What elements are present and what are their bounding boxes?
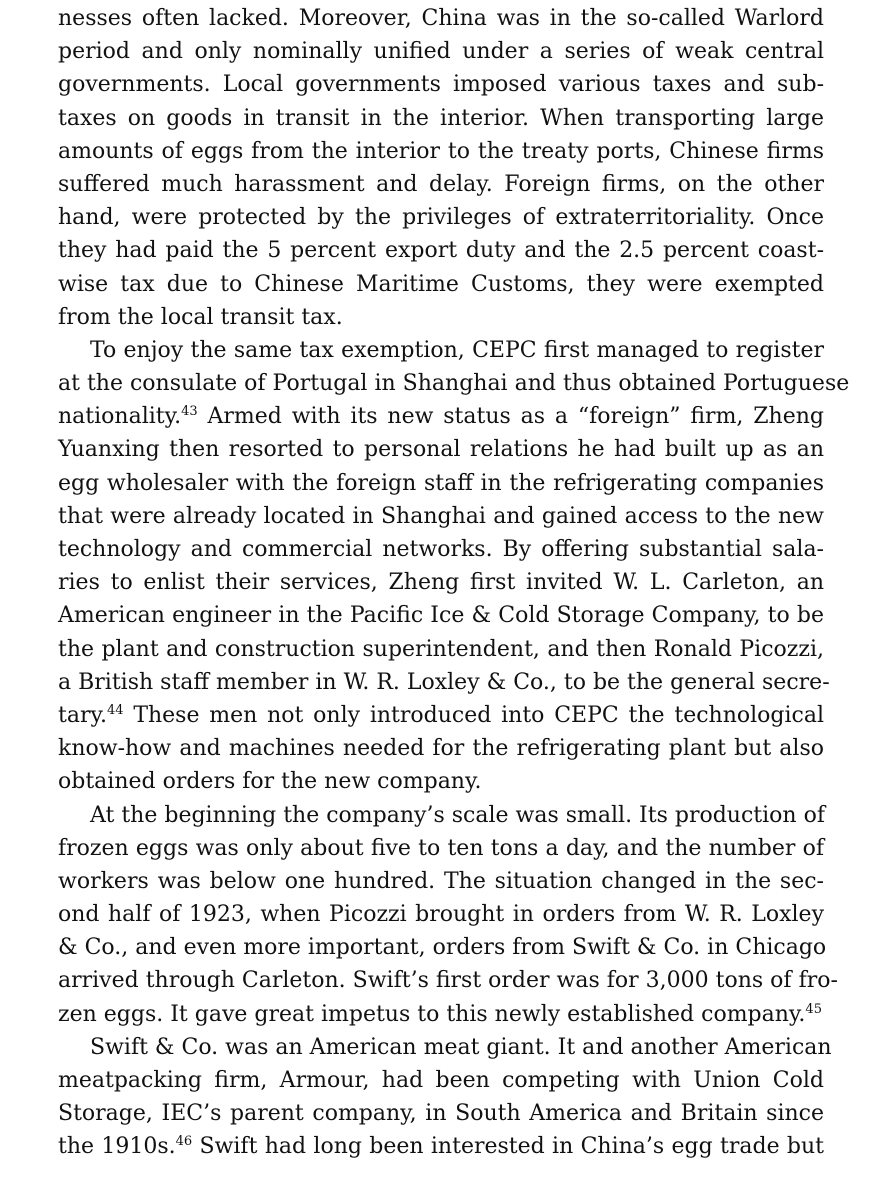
text-line [58,1130,824,1163]
text-line: a British staff member in W. R. Loxley & Co., to be the general secre- [58,669,830,695]
footnote-ref-46[interactable]: 46 [175,1134,193,1150]
text-line: period and only nominally unified under a series of weak central [58,39,824,65]
text-line: Swift & Co. was an American meat giant. It and another American [90,1034,832,1060]
line-text: the 1910s. [58,1134,176,1160]
text-line: Yuanxing then resorted to personal relations he had built up as an [58,437,824,463]
text-line: nesses often lacked. Moreover, China was in the so-called Warlord [58,6,824,31]
text-line: from the local transit tax. [58,304,343,330]
text-line: they had paid the 5 percent export duty and the 2.5 percent coast- [58,238,824,264]
text-line: & Co., and even more important, orders from Swift & Co. in Chicago [58,935,827,961]
text-line: the plant and construction superintendent, and then Ronald Picozzi, [58,636,824,662]
text-line: obtained orders for the new company. [58,769,482,795]
text-line: amounts of eggs from the interior to the treaty ports, Chinese firms [58,138,824,164]
line-text: Swift had long been interested in China’s egg trade but [192,1134,824,1160]
line-text: zen eggs. It gave great impetus to this newly established company. [58,1001,806,1027]
footnote-ref-44[interactable]: 44 [106,702,124,718]
text-line: American engineer in the Pacific Ice & Cold Storage Company, to be [58,603,824,629]
text-line: To enjoy the same tax exemption, CEPC first managed to register [90,337,824,363]
text-line: egg wholesaler with the foreign staff in the refrigerating companies [58,470,824,496]
text-line: workers was below one hundred. The situation changed in the sec- [58,868,824,894]
paragraph-3 [58,799,838,1031]
text-line: meatpacking firm, Armour, had been competing with Union Cold [58,1068,824,1093]
line-text: tary. [58,702,107,728]
text-line: frozen eggs was only about five to ten tons a day, and the number of [58,835,824,861]
line-text: nationality. [58,404,182,430]
footnote-ref-43[interactable]: 43 [181,404,198,420]
text-line: wise tax due to Chinese Maritime Customs, they were exempted [58,271,824,297]
text-line: ries to enlist their services, Zheng first invited W. L. Carleton, an [58,570,824,596]
text-line: At the beginning the company’s scale was small. Its production of [90,802,825,828]
line-text: Armed with its new status as a “foreign” firm, Zheng [197,404,824,430]
text-line: Storage, IEC’s parent company, in South America and Britain since [58,1101,824,1127]
text-line: governments. Local governments imposed various taxes and sub- [58,72,824,98]
text-line [58,998,824,1031]
text-line: technology and commercial networks. By offering substantial sala- [58,537,824,562]
text-line: know-how and machines needed for the refrigerating plant but also [58,736,824,762]
text-line: hand, were protected by the privileges of extraterritoriality. Once [58,205,824,231]
text-line [58,699,824,732]
text-line [58,400,824,433]
text-line: ond half of 1923, when Picozzi brought in orders from W. R. Loxley [58,902,824,928]
line-text: These men not only introduced into CEPC the technological [123,702,824,728]
paragraph-2 [58,334,850,799]
text-line: arrived through Carleton. Swift’s first order was for 3,000 tons of fro- [58,968,838,994]
text-line: at the consulate of Portugal in Shanghai and thus obtained Portuguese [58,371,850,397]
text-line: suffered much harassment and delay. Foreign firms, on the other [58,171,824,197]
footnote-ref-45[interactable]: 45 [805,1001,822,1017]
paragraph-4 [58,1031,832,1164]
text-line: taxes on goods in transit in the interior. When transporting large [58,105,824,131]
text-line: that were already located in Shanghai and gained access to the new [58,503,824,529]
paragraph-1 [58,2,824,334]
